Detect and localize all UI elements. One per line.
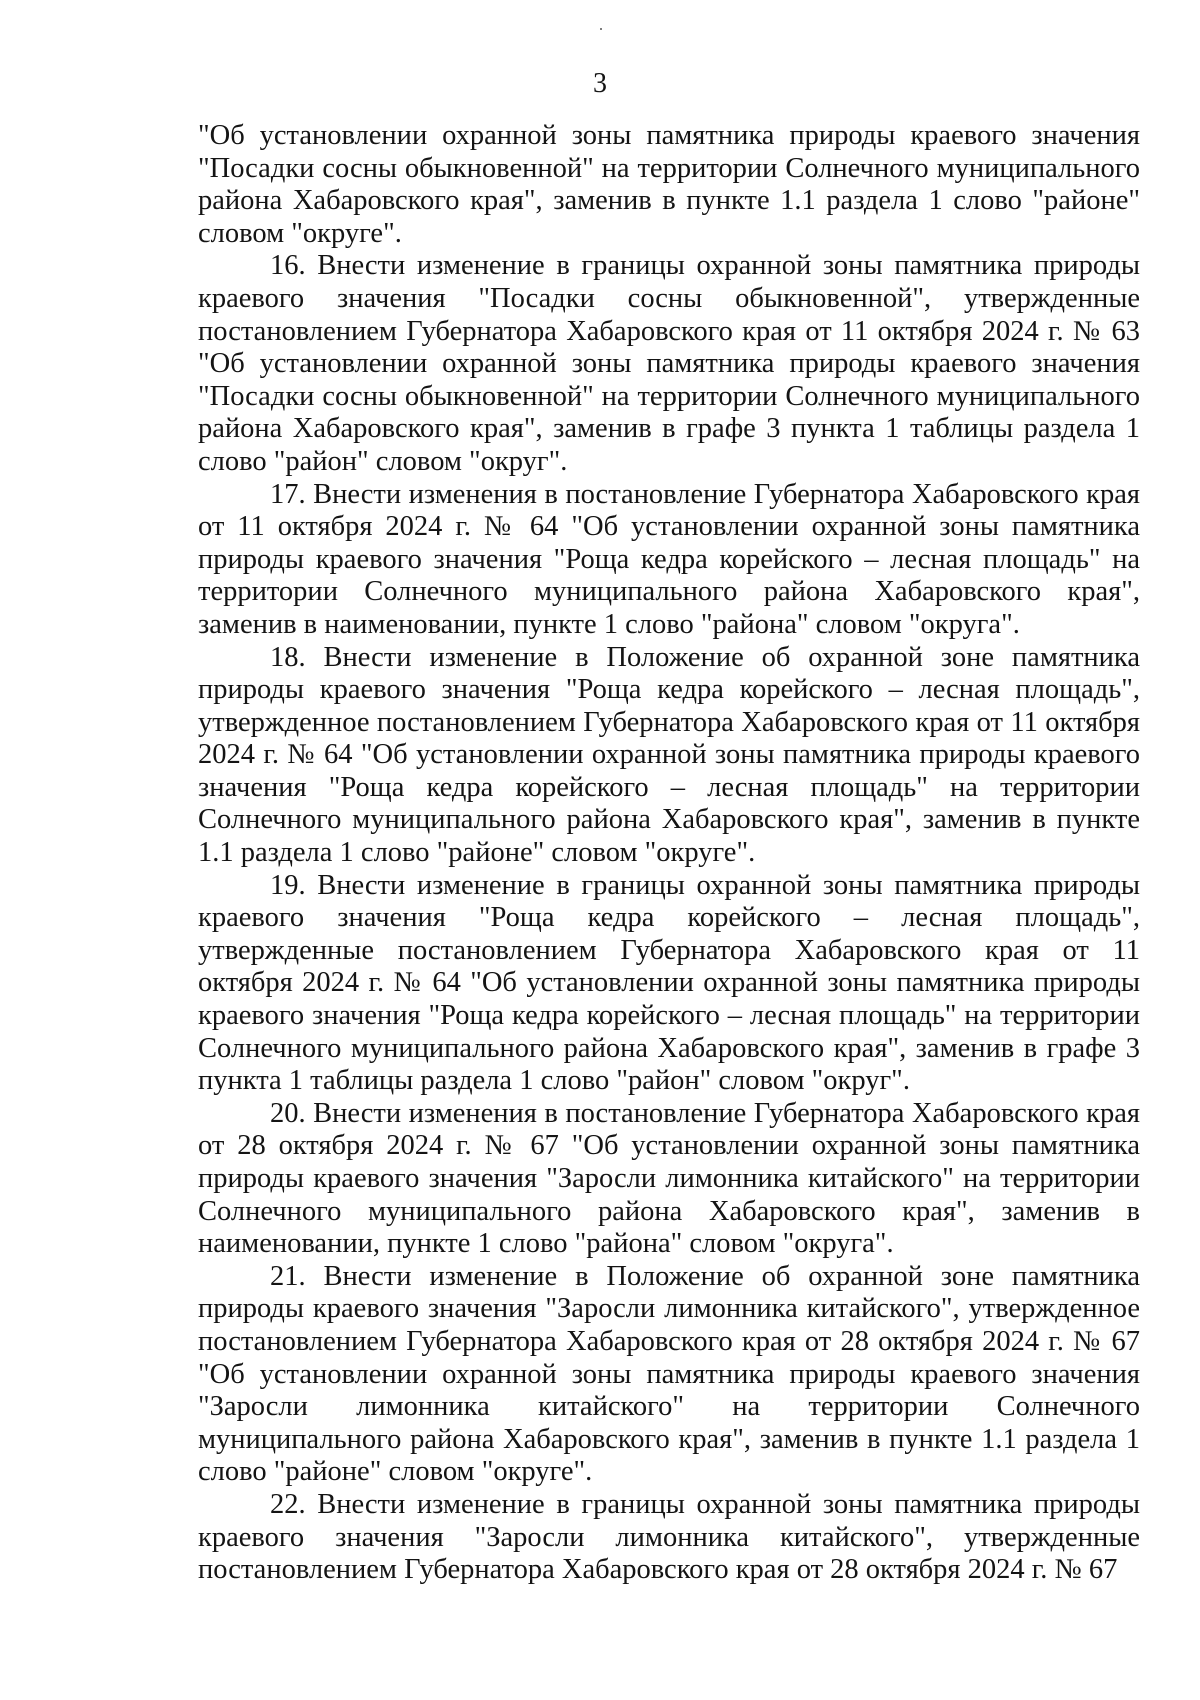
page-number: 3 [593,68,607,99]
paragraph-item-20: 20. Внести изменения в постановление Губернатора Хабаровского края от 28 октября 2024 г. № 67 "Об установлении охранной зоны памятника природы краевого значения "Заросли лимонника китайского" на территории Солнечного муниципального района Хабаровского края", заменив в наименовании, пункте 1 слово "района" словом "округа". [198,1097,1140,1260]
document-body [198,120,1140,1587]
paragraph-item-19: 19. Внести изменение в границы охранной зоны памятника природы краевого значения "Роща кедра корейского – лесная площадь", утвержденные постановлением Губернатора Хабаровского края от 11 октября 2024 г. № 64 "Об установлении охранной зоны памятника природы краевого значения "Роща кедра корейского – лесная площадь" на территории Солнечного муниципального района Хабаровского края", заменив в графе 3 пункта 1 таблицы раздела 1 слово "район" словом "округ". [198,869,1140,1097]
paragraph-continuation: "Об установлении охранной зоны памятника природы краевого значения "Посадки сосны обыкновенной" на территории Солнечного муниципального района Хабаровского края", заменив в пункте 1.1 раздела 1 слово "районе" словом "округе". [198,120,1140,249]
paragraph-item-22: 22. Внести изменение в границы охранной зоны памятника природы краевого значения "Заросли лимонника китайского", утвержденные постановлением Губернатора Хабаровского края от 28 октября 2024 г. № 67 [198,1488,1140,1586]
paragraph-item-17: 17. Внести изменения в постановление Губернатора Хабаровского края от 11 октября 2024 г. № 64 "Об установлении охранной зоны памятника природы краевого значения "Роща кедра корейского – лесная площадь" на территории Солнечного муниципального района Хабаровского края", заменив в наименовании, пункте 1 слово "района" словом "округа". [198,478,1140,640]
paragraph-item-16: 16. Внести изменение в границы охранной зоны памятника природы краевого значения "Посадки сосны обыкновенной", утвержденные постановлением Губернатора Хабаровского края от 11 октября 2024 г. № 63 "Об установлении охранной зоны памятника природы краевого значения "Посадки сосны обыкновенной" на территории Солнечного муниципального района Хабаровского края", заменив в графе 3 пункта 1 таблицы раздела 1 слово "район" словом "округ". [198,250,1140,477]
scan-speck [600,28,602,30]
paragraph-item-21: 21. Внести изменение в Положение об охранной зоне памятника природы краевого значения "Заросли лимонника китайского", утвержденное постановлением Губернатора Хабаровского края от 28 октября 2024 г. № 67 "Об установлении охранной зоны памятника природы краевого значения "Заросли лимонника китайского" на территории Солнечного муниципального района Хабаровского края", заменив в пункте 1.1 раздела 1 слово "районе" словом "округе". [198,1260,1140,1488]
paragraph-item-18: 18. Внести изменение в Положение об охранной зоне памятника природы краевого значения "Роща кедра корейского – лесная площадь", утвержденное постановлением Губернатора Хабаровского края от 11 октября 2024 г. № 64 "Об установлении охранной зоны памятника природы краевого значения "Роща кедра корейского – лесная площадь" на территории Солнечного муниципального района Хабаровского края", заменив в пункте 1.1 раздела 1 слово "районе" словом "округе". [198,641,1140,869]
